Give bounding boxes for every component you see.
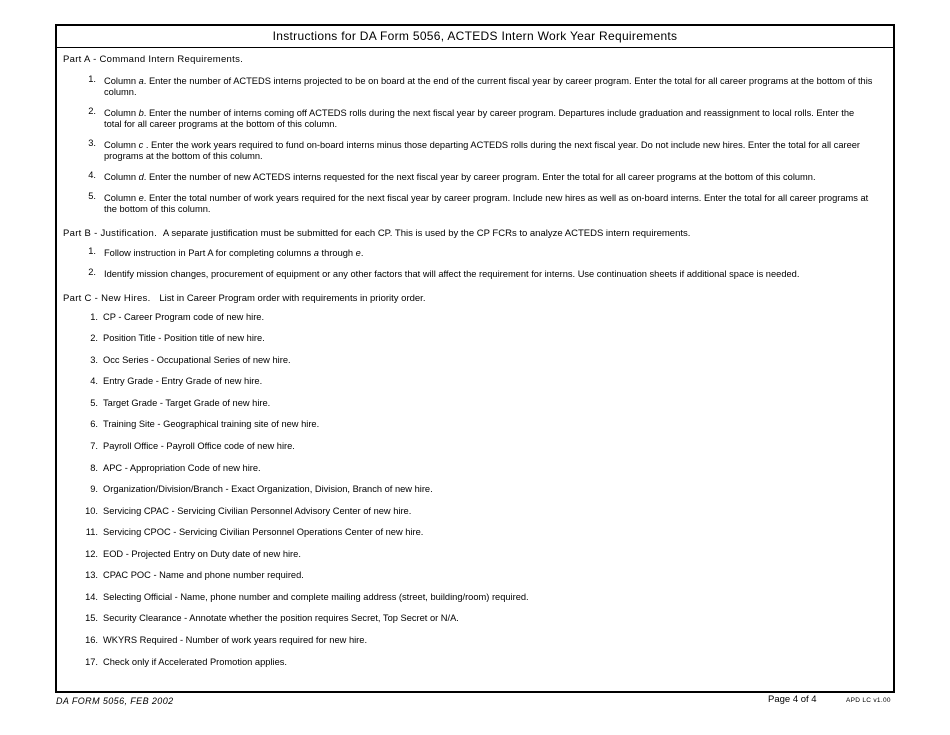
item-text: EOD - Projected Entry on Duty date of new hire. [103,549,301,559]
item-text: Occ Series - Occupational Series of new hire. [103,355,291,365]
item-text: Column d. Enter the number of new ACTEDS interns requested for the next fiscal year by career program. Enter the total for all career programs at the bottom of this column. [104,172,816,182]
item-number: 6. [90,419,98,429]
item-text: Column e. Enter the total number of work years required for the next fiscal year by career program. Include new hires as well as on-board interns. Enter the total for all career programs at the bottom of this column. [104,193,869,214]
item-text: Security Clearance - Annotate whether the position requires Secret, Top Secret or N/A. [103,613,459,623]
item-text: Target Grade - Target Grade of new hire. [103,398,271,408]
part-c-item [84,333,265,344]
part-c-item [84,506,411,517]
part-c-item [84,376,262,387]
item-number: 4. [90,376,98,386]
item-text: Entry Grade - Entry Grade of new hire. [103,376,263,386]
item-text: Column c . Enter the work years required to fund on-board interns minus those departing ACTEDS rolls during the next fiscal year. Do not include new hires. Enter the total for all career programs at the bottom of this column. [104,140,861,161]
item-number: 7. [90,441,98,451]
item-text: CPAC POC - Name and phone number required. [103,570,304,580]
part-b-heading [63,228,690,239]
item-text: CP - Career Program code of new hire. [103,312,265,322]
column-letter: a [138,76,144,86]
item-number: 15. [85,613,98,623]
part-c-item [84,527,423,538]
item-number: 1. [88,246,96,256]
column-letter: d [138,172,144,182]
item-number: 13. [85,570,98,580]
item-text: Servicing CPOC - Servicing Civilian Personnel Operations Center of new hire. [103,527,424,537]
column-letter: a [313,248,319,258]
part-c-title: Part C - New Hires. [63,293,151,304]
item-text: Position Title - Position title of new hire. [103,333,265,343]
part-c-item [84,312,264,323]
part-c-item [84,635,367,646]
item-text: Column b. Enter the number of interns coming off ACTEDS rolls during the next fiscal year by career program. Departures include graduation and reassignment to local rolls. Enter the total for all career programs at the bottom of this column. [104,108,855,129]
part-c-item [84,549,301,560]
form-title: Instructions for DA Form 5056, ACTEDS Intern Work Year Requirements [57,26,893,48]
part-c-item [84,355,291,366]
item-number: 3. [88,138,96,148]
part-c-item [84,592,529,603]
item-number: 14. [85,592,98,602]
item-text: Selecting Official - Name, phone number and complete mailing address (street, building/room) required. [103,592,529,602]
form-id: DA FORM 5056, FEB 2002 [56,696,174,706]
part-b-title: Part B - Justification. [63,228,158,239]
item-number: 1. [90,312,98,322]
item-number: 16. [85,635,98,645]
item-number: 9. [90,484,98,494]
part-c-item [84,484,433,495]
column-letter: e [138,193,144,203]
item-number: 10. [85,506,98,516]
item-number: 2. [88,267,96,277]
item-text: Servicing CPAC - Servicing Civilian Personnel Advisory Center of new hire. [103,506,412,516]
item-text: Payroll Office - Payroll Office code of new hire. [103,441,295,451]
column-letter: b [138,108,144,118]
column-letter: e [355,248,361,258]
item-number: 8. [90,463,98,473]
column-letter: c [138,140,144,150]
part-c-item [84,613,459,624]
item-text: Follow instruction in Part A for completing columns a through e. [104,248,364,258]
item-number: 12. [85,549,98,559]
part-c-item [84,419,319,430]
item-text: Column a. Enter the number of ACTEDS interns projected to be on board at the end of the current fiscal year by career program. Enter the total for all career programs at the bottom of this column. [104,76,873,97]
part-c-item [84,657,287,668]
part-c-item [84,570,304,581]
item-text: Identify mission changes, procurement of equipment or any other factors that will affect the requirement for interns. Use continuation sheets if additional space is needed. [104,269,800,279]
part-c-item [84,463,261,474]
item-number: 2. [88,106,96,116]
part-b-subtext: A separate justification must be submitted for each CP. This is used by the CP FCRs to analyze ACTEDS intern requirements. [162,228,691,239]
item-number: 11. [85,527,98,537]
item-number: 4. [88,170,96,180]
part-a-heading: Part A - Command Intern Requirements. [63,54,244,65]
item-text: Organization/Division/Branch - Exact Organization, Division, Branch of new hire. [103,484,433,494]
page-number: Page 4 of 4 [768,694,817,705]
item-text: Training Site - Geographical training site of new hire. [103,419,320,429]
version-label: APD LC v1.00 [846,697,891,704]
item-number: 2. [90,333,98,343]
item-number: 1. [88,74,96,84]
part-c-item [84,398,270,409]
item-text: APC - Appropriation Code of new hire. [103,463,261,473]
item-number: 3. [90,355,98,365]
item-number: 5. [90,398,98,408]
part-c-heading [63,293,425,304]
part-c-subtext: List in Career Program order with requirements in priority order. [159,293,426,304]
item-text: Check only if Accelerated Promotion applies. [103,657,287,667]
item-number: 5. [88,191,96,201]
item-number: 17. [85,657,98,667]
form-frame [55,24,895,693]
part-c-item [84,441,295,452]
item-text: WKYRS Required - Number of work years required for new hire. [103,635,368,645]
